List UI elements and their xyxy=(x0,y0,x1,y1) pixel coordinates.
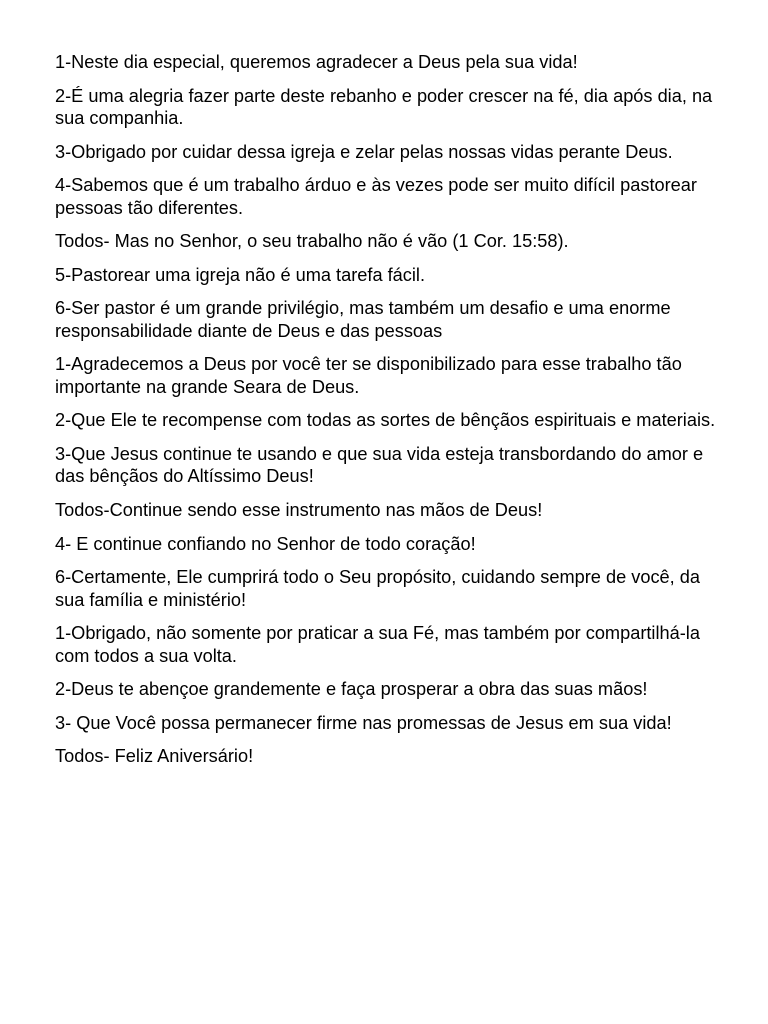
paragraph-17: Todos- Feliz Aniversário! xyxy=(55,746,254,767)
paragraph-1: 1-Neste dia especial, queremos agradecer a Deus pela sua vida! xyxy=(55,52,578,72)
paragraph-15: 2-Deus te abençoe grandemente e faça prosperar a obra das suas mãos! xyxy=(55,679,648,700)
paragraph-7: 6-Ser pastor é um grande privilégio, mas também um desafio e uma enorme responsabilidade diante de Deus e das pessoas xyxy=(55,298,671,341)
paragraph-13: 6-Certamente, Ele cumprirá todo o Seu propósito, cuidando sempre de você, da sua família e ministério! xyxy=(55,567,701,610)
paragraph-3: 3-Obrigado por cuidar dessa igreja e zelar pelas nossas vidas perante Deus. xyxy=(55,141,673,162)
paragraph-8: 1-Agradecemos a Deus por você ter se disponibilizado para esse trabalho tão importante na grande Seara de Deus. xyxy=(55,354,682,397)
paragraph-6: 5-Pastorear uma igreja não é uma tarefa fácil. xyxy=(55,264,426,285)
paragraph-11: Todos-Continue sendo esse instrumento nas mãos de Deus! xyxy=(55,499,543,520)
paragraph-10: 3-Que Jesus continue te usando e que sua vida esteja transbordando do amor e das bênçãos do Altíssimo Deus! xyxy=(55,443,704,487)
paragraph-5: Todos- Mas no Senhor, o seu trabalho não é vão (1 Cor. 15:58). xyxy=(55,231,569,252)
paragraph-2: 2-É uma alegria fazer parte deste rebanho e poder crescer na fé, dia após dia, na sua companhia. xyxy=(55,85,713,128)
paragraph-4: 4-Sabemos que é um trabalho árduo e às vezes pode ser muito difícil pastorear pessoas tão diferentes. xyxy=(55,175,697,218)
paragraph-12: 4- E continue confiando no Senhor de todo coração! xyxy=(55,533,476,554)
paragraph-9: 2-Que Ele te recompense com todas as sortes de bênçãos espirituais e materiais. xyxy=(55,410,716,431)
paragraph-14: 1-Obrigado, não somente por praticar a sua Fé, mas também por compartilhá-la com todos a sua volta. xyxy=(55,623,700,666)
paragraph-16: 3- Que Você possa permanecer firme nas promessas de Jesus em sua vida! xyxy=(55,712,672,733)
